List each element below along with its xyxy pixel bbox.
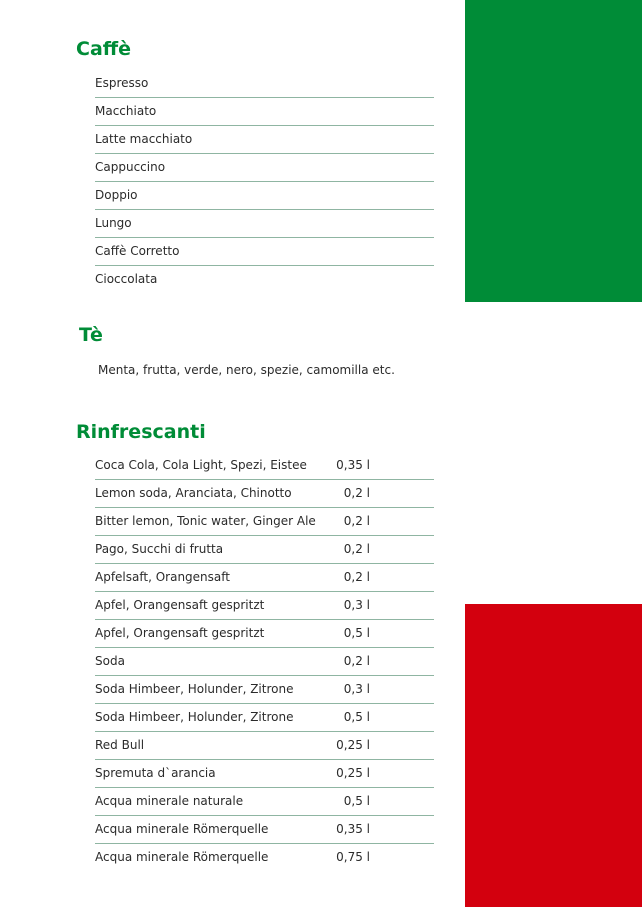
item-volume: 0,25 l: [336, 738, 370, 752]
item-name: Coca Cola, Cola Light, Spezi, Eistee: [95, 458, 307, 472]
table-row: [95, 788, 434, 816]
item-name: Bitter lemon, Tonic water, Ginger Ale: [95, 514, 316, 528]
table-row: [95, 536, 434, 564]
flag-green-block: [465, 0, 642, 302]
list-item: Doppio: [95, 182, 434, 210]
item-name: Soda Himbeer, Holunder, Zitrone: [95, 682, 294, 696]
table-row: [95, 480, 434, 508]
item-name: Acqua minerale Römerquelle: [95, 850, 269, 864]
table-row: [95, 760, 434, 788]
item-volume: 0,2 l: [343, 514, 370, 528]
item-volume: 0,2 l: [343, 654, 370, 668]
item-volume: 0,2 l: [343, 570, 370, 584]
item-name: Apfel, Orangensaft gespritzt: [95, 626, 265, 640]
item-name: Apfel, Orangensaft gespritzt: [95, 598, 265, 612]
item-volume: 0,5 l: [343, 794, 370, 808]
item-volume: 0,5 l: [343, 626, 370, 640]
item-name: Soda Himbeer, Holunder, Zitrone: [95, 710, 294, 724]
list-item: Latte macchiato: [95, 126, 434, 154]
item-name: Lemon soda, Aranciata, Chinotto: [95, 486, 292, 500]
item-name: Apfelsaft, Orangensaft: [95, 570, 230, 584]
item-volume: 0,75 l: [336, 850, 370, 864]
table-row: [95, 564, 434, 592]
item-name: Red Bull: [95, 738, 145, 752]
table-row: [95, 648, 434, 676]
item-name: Acqua minerale Römerquelle: [95, 822, 269, 836]
list-item: Macchiato: [95, 98, 434, 126]
table-row: [95, 508, 434, 536]
section-title-te: Tè: [79, 324, 103, 346]
section-title-rinfrescanti: Rinfrescanti: [76, 421, 206, 443]
list-item: Lungo: [95, 210, 434, 238]
table-row: [95, 452, 434, 480]
rinfrescanti-list: [95, 452, 434, 872]
table-row: [95, 592, 434, 620]
item-volume: 0,2 l: [343, 542, 370, 556]
item-name: Acqua minerale naturale: [95, 794, 244, 808]
table-row: [95, 816, 434, 844]
list-item: Cioccolata: [95, 272, 158, 286]
item-volume: 0,35 l: [336, 458, 370, 472]
table-row: [95, 704, 434, 732]
list-item: Caffè Corretto: [95, 238, 434, 266]
te-description: Menta, frutta, verde, nero, spezie, camomilla etc.: [98, 363, 395, 377]
item-volume: 0,3 l: [343, 598, 370, 612]
item-volume: 0,2 l: [343, 486, 370, 500]
item-volume: 0,25 l: [336, 766, 370, 780]
table-row: [95, 676, 434, 704]
caffe-list: [95, 70, 434, 294]
item-volume: 0,35 l: [336, 822, 370, 836]
section-title-caffe: Caffè: [76, 38, 132, 60]
list-item: Cappuccino: [95, 154, 434, 182]
table-row: [95, 620, 434, 648]
item-name: Spremuta d`arancia: [95, 766, 216, 780]
item-volume: 0,5 l: [343, 710, 370, 724]
item-name: Soda: [95, 654, 125, 668]
item-volume: 0,3 l: [343, 682, 370, 696]
table-row: [95, 732, 434, 760]
table-row: [95, 844, 434, 872]
list-item: Espresso: [95, 70, 434, 98]
flag-red-block: [465, 604, 642, 907]
item-name: Pago, Succhi di frutta: [95, 542, 224, 556]
